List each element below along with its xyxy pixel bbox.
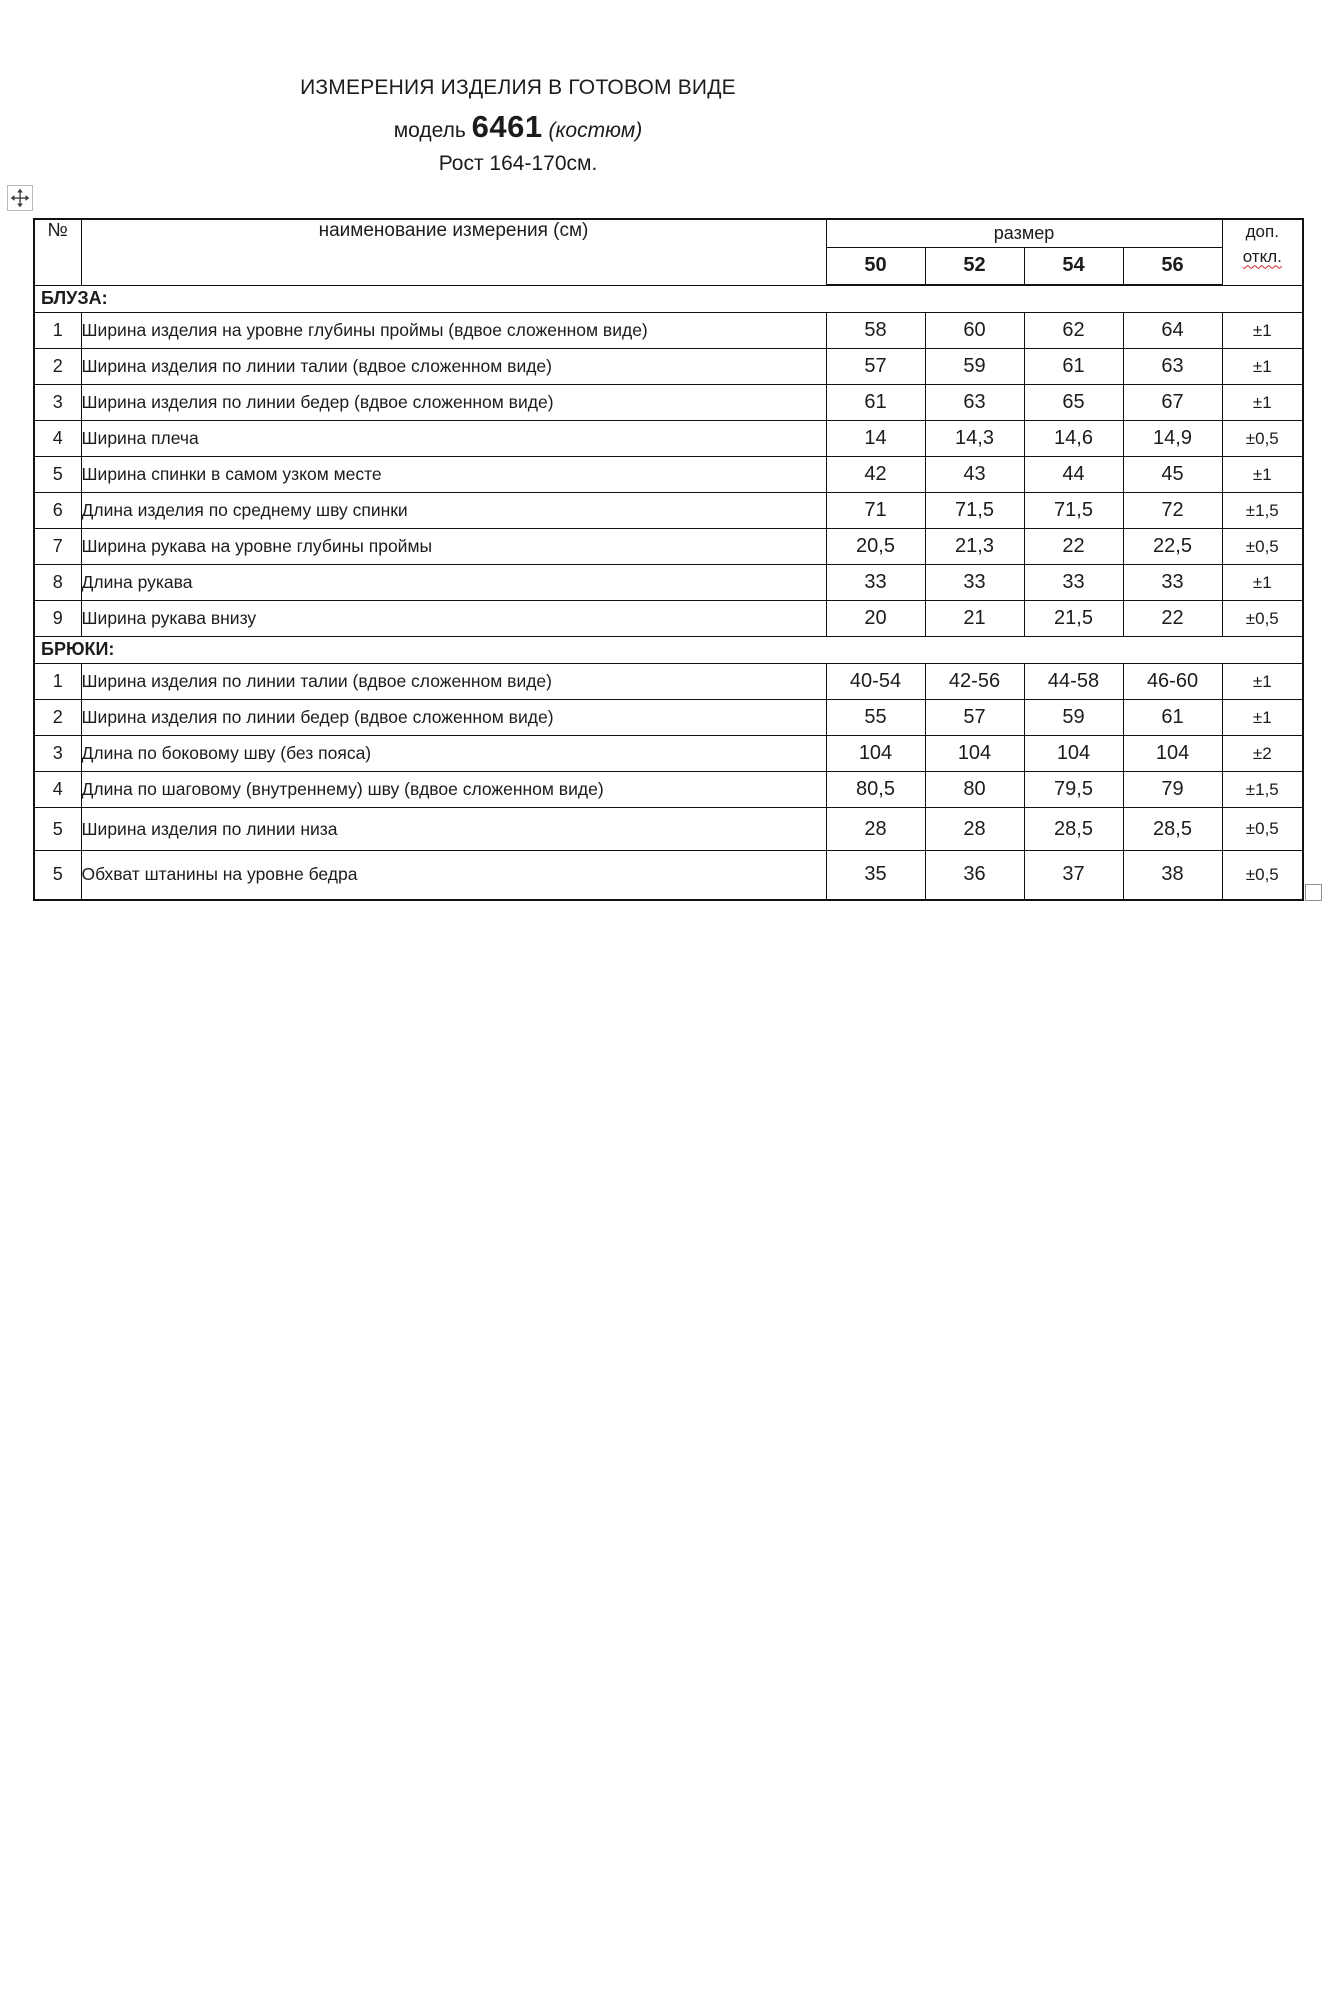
tolerance-value: ±1,5 [1222, 772, 1303, 808]
section-row [34, 637, 1303, 664]
size-value: 72 [1123, 493, 1222, 529]
tolerance-value: ±0,5 [1222, 601, 1303, 637]
row-number: 5 [34, 808, 81, 851]
measurement-name: Длина по шаговому (внутреннему) шву (вдвое сложенном виде) [81, 772, 826, 808]
size-value: 38 [1123, 851, 1222, 900]
size-value: 63 [925, 385, 1024, 421]
row-number: 9 [34, 601, 81, 637]
size-value: 36 [925, 851, 1024, 900]
table-row [34, 772, 1303, 808]
table-row [34, 493, 1303, 529]
size-value: 14 [826, 421, 925, 457]
size-value: 62 [1024, 313, 1123, 349]
size-value: 71,5 [1024, 493, 1123, 529]
size-value: 22 [1024, 529, 1123, 565]
size-value: 44-58 [1024, 664, 1123, 700]
model-label: модель [393, 119, 466, 142]
col-header-size-56: 56 [1123, 247, 1222, 285]
size-value: 33 [1024, 565, 1123, 601]
measurement-name: Обхват штанины на уровне бедра [81, 851, 826, 900]
size-value: 59 [925, 349, 1024, 385]
size-value: 57 [925, 700, 1024, 736]
measurement-name: Ширина спинки в самом узком месте [81, 457, 826, 493]
measurement-name: Длина рукава [81, 565, 826, 601]
size-value: 57 [826, 349, 925, 385]
tolerance-label-line2: откл. [1242, 246, 1282, 266]
table-row [34, 664, 1303, 700]
row-number: 8 [34, 565, 81, 601]
table-row [34, 808, 1303, 851]
size-value: 21,3 [925, 529, 1024, 565]
size-value: 64 [1123, 313, 1222, 349]
size-value: 14,3 [925, 421, 1024, 457]
size-value: 28,5 [1123, 808, 1222, 851]
table-row [34, 700, 1303, 736]
measurement-name: Ширина изделия по линии талии (вдвое сложенном виде) [81, 349, 826, 385]
tolerance-value: ±1 [1222, 664, 1303, 700]
size-value: 21 [925, 601, 1024, 637]
size-value: 20,5 [826, 529, 925, 565]
size-value: 33 [925, 565, 1024, 601]
section-row [34, 285, 1303, 313]
size-value: 33 [1123, 565, 1222, 601]
tolerance-value: ±1 [1222, 349, 1303, 385]
size-value: 61 [826, 385, 925, 421]
size-value: 20 [826, 601, 925, 637]
size-value: 104 [1024, 736, 1123, 772]
row-number: 2 [34, 700, 81, 736]
col-header-size-54: 54 [1024, 247, 1123, 285]
measurement-name: Длина по боковому шву (без пояса) [81, 736, 826, 772]
tolerance-label-line1: доп. [1245, 222, 1279, 241]
measurement-name: Ширина изделия по линии бедер (вдвое сложенном виде) [81, 385, 826, 421]
tolerance-value: ±1,5 [1222, 493, 1303, 529]
col-header-number: № [34, 219, 81, 285]
section-header: БЛУЗА: [34, 285, 1303, 313]
row-number: 1 [34, 313, 81, 349]
tolerance-value: ±0,5 [1222, 808, 1303, 851]
tolerance-value: ±1 [1222, 457, 1303, 493]
row-number: 4 [34, 772, 81, 808]
size-value: 28,5 [1024, 808, 1123, 851]
measurement-name: Ширина изделия по линии низа [81, 808, 826, 851]
page-title: ИЗМЕРЕНИЯ ИЗДЕЛИЯ В ГОТОВОМ ВИДЕ [300, 76, 736, 99]
size-value: 14,9 [1123, 421, 1222, 457]
tolerance-value: ±0,5 [1222, 851, 1303, 900]
size-value: 104 [826, 736, 925, 772]
table-row [34, 601, 1303, 637]
size-value: 63 [1123, 349, 1222, 385]
height-range-line: Рост 164-170см. [438, 152, 598, 175]
measurement-name: Длина изделия по среднему шву спинки [81, 493, 826, 529]
size-value: 65 [1024, 385, 1123, 421]
size-value: 44 [1024, 457, 1123, 493]
size-value: 42-56 [925, 664, 1024, 700]
table-row [34, 421, 1303, 457]
size-value: 79,5 [1024, 772, 1123, 808]
tolerance-value: ±1 [1222, 700, 1303, 736]
size-value: 60 [925, 313, 1024, 349]
size-value: 21,5 [1024, 601, 1123, 637]
measurement-name: Ширина плеча [81, 421, 826, 457]
measurement-name: Ширина рукава на уровне глубины проймы [81, 529, 826, 565]
table-row [34, 736, 1303, 772]
row-number: 1 [34, 664, 81, 700]
row-number: 3 [34, 736, 81, 772]
size-value: 37 [1024, 851, 1123, 900]
size-value: 79 [1123, 772, 1222, 808]
size-value: 40-54 [826, 664, 925, 700]
tolerance-value: ±0,5 [1222, 421, 1303, 457]
row-number: 2 [34, 349, 81, 385]
col-header-tolerance [1222, 219, 1303, 285]
size-value: 45 [1123, 457, 1222, 493]
table-row [34, 457, 1303, 493]
tolerance-value: ±1 [1222, 565, 1303, 601]
size-value: 80 [925, 772, 1024, 808]
col-header-size-group: размер [826, 219, 1222, 247]
col-header-size-52: 52 [925, 247, 1024, 285]
size-value: 33 [826, 565, 925, 601]
row-number: 7 [34, 529, 81, 565]
section-header: БРЮКИ: [34, 637, 1303, 664]
size-value: 22,5 [1123, 529, 1222, 565]
table-row [34, 565, 1303, 601]
size-value: 104 [1123, 736, 1222, 772]
row-number: 5 [34, 851, 81, 900]
table-header-row-1 [34, 219, 1303, 247]
size-value: 22 [1123, 601, 1222, 637]
size-value: 71 [826, 493, 925, 529]
size-value: 61 [1123, 700, 1222, 736]
measurements-table [33, 218, 1304, 901]
measurement-name: Ширина изделия по линии талии (вдвое сложенном виде) [81, 664, 826, 700]
measurement-name: Ширина изделия на уровне глубины проймы (вдвое сложенном виде) [81, 313, 826, 349]
move-cross-icon [10, 188, 30, 208]
table-row [34, 851, 1303, 900]
size-value: 28 [925, 808, 1024, 851]
size-value: 61 [1024, 349, 1123, 385]
size-value: 71,5 [925, 493, 1024, 529]
document-header [33, 76, 1003, 176]
size-value: 80,5 [826, 772, 925, 808]
size-value: 28 [826, 808, 925, 851]
size-value: 35 [826, 851, 925, 900]
size-value: 46-60 [1123, 664, 1222, 700]
row-number: 5 [34, 457, 81, 493]
size-value: 43 [925, 457, 1024, 493]
col-header-measurement-name: наименование измерения (см) [81, 219, 826, 285]
model-suffix: (костюм) [548, 119, 643, 142]
tolerance-value: ±2 [1222, 736, 1303, 772]
tolerance-value: ±1 [1222, 385, 1303, 421]
size-value: 42 [826, 457, 925, 493]
table-resize-handle[interactable] [1305, 884, 1322, 901]
size-value: 14,6 [1024, 421, 1123, 457]
size-value: 55 [826, 700, 925, 736]
row-number: 6 [34, 493, 81, 529]
table-row [34, 385, 1303, 421]
table-row [34, 349, 1303, 385]
row-number: 4 [34, 421, 81, 457]
col-header-size-50: 50 [826, 247, 925, 285]
table-move-handle-icon[interactable] [7, 185, 33, 211]
size-value: 67 [1123, 385, 1222, 421]
model-number: 6461 [471, 109, 543, 144]
measurement-name: Ширина изделия по линии бедер (вдвое сложенном виде) [81, 700, 826, 736]
model-line [33, 109, 1003, 145]
size-value: 58 [826, 313, 925, 349]
table-row [34, 313, 1303, 349]
tolerance-value: ±1 [1222, 313, 1303, 349]
tolerance-value: ±0,5 [1222, 529, 1303, 565]
measurement-name: Ширина рукава внизу [81, 601, 826, 637]
table-row [34, 529, 1303, 565]
row-number: 3 [34, 385, 81, 421]
size-value: 59 [1024, 700, 1123, 736]
size-value: 104 [925, 736, 1024, 772]
